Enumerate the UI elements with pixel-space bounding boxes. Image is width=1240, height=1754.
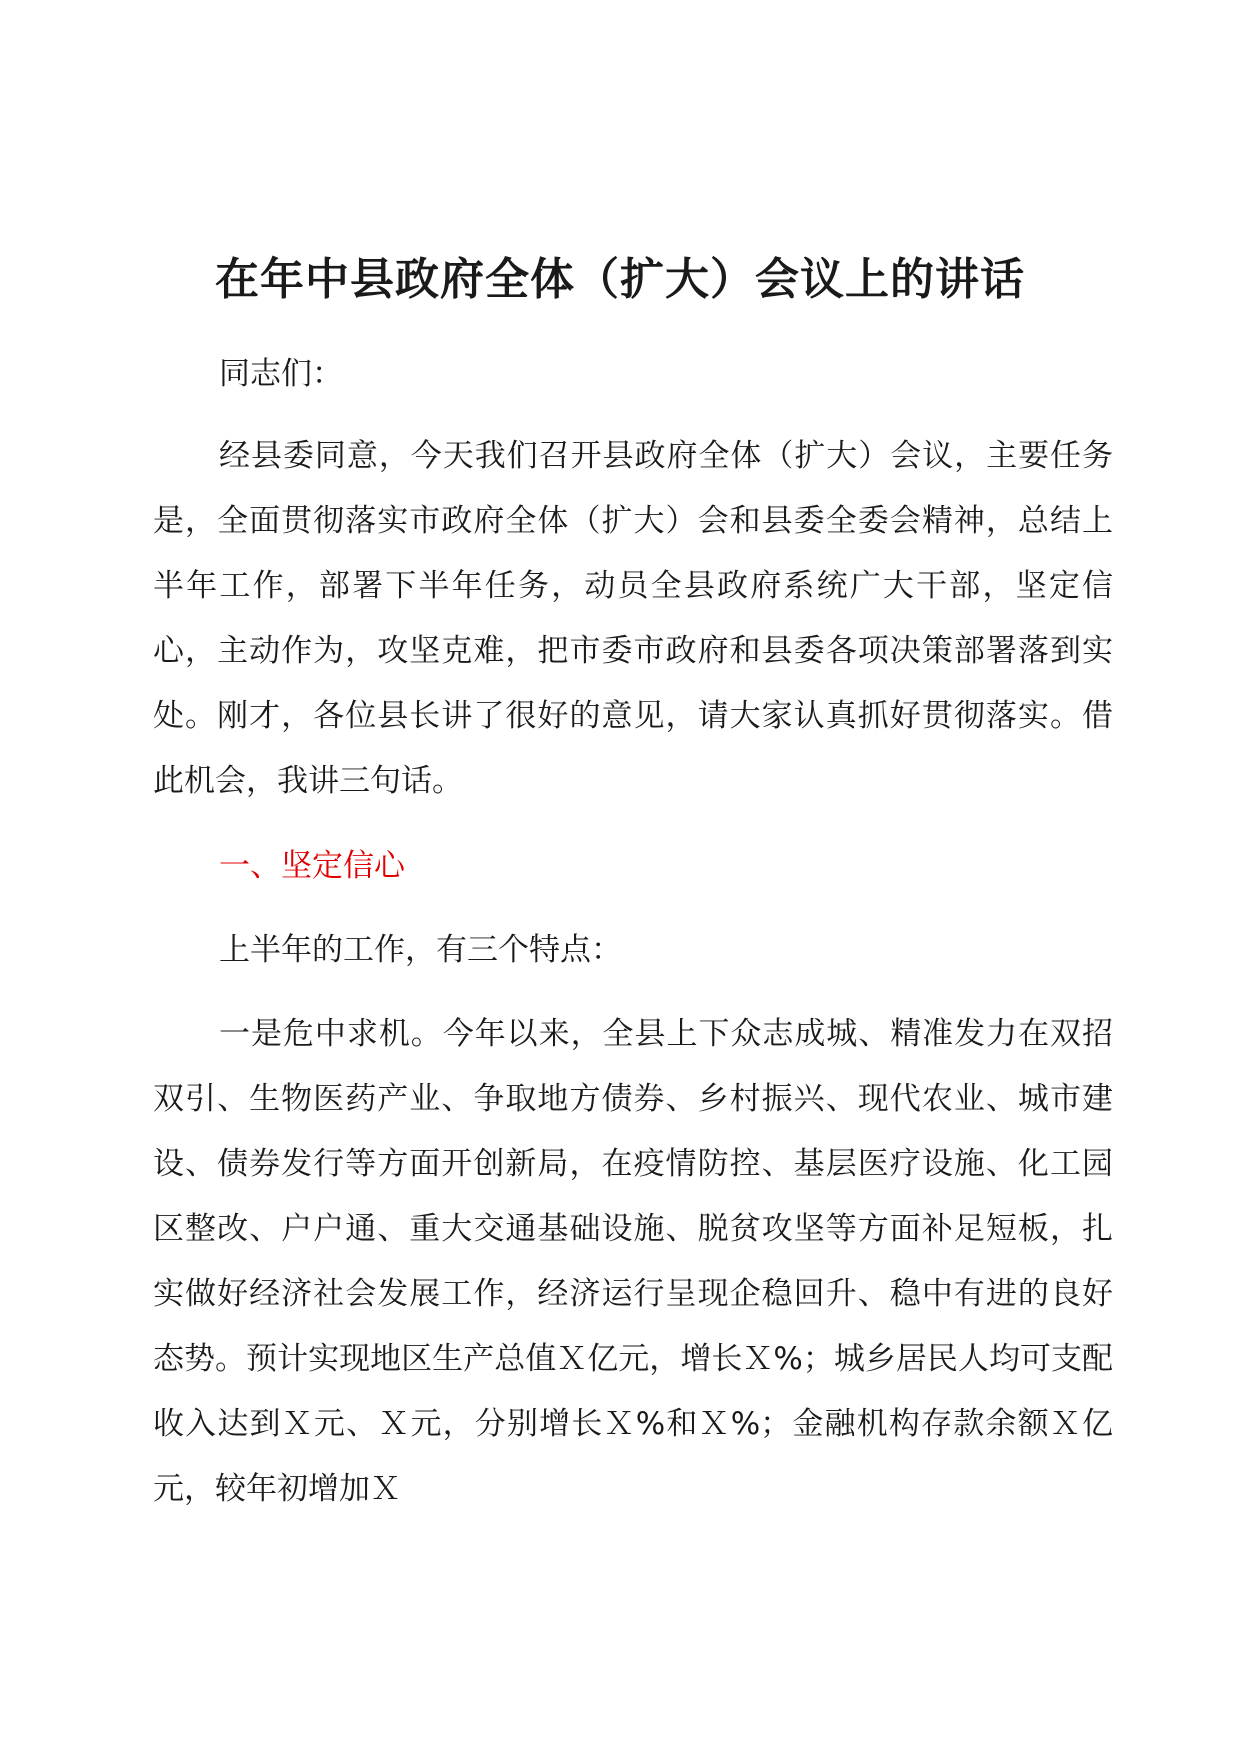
section-heading: 一、坚定信心	[219, 848, 405, 884]
paragraph-intro: 经县委同意，今天我们召开县政府全体（扩大）会议，主要任务是，全面贯彻落实市政府全体（扩大）会和县委全委会精神，总结上半年工作，部署下半年任务，动员全县政府系统广大干部，坚定信心，主动作为，攻坚克难，把市委市政府和县委各项决策部署落到实处。刚才，各位县长讲了很好的意见，请大家认真抓好贯彻落实。借此机会，我讲三句话。	[153, 438, 1113, 799]
paragraph-point-one: 一是危中求机。今年以来，全县上下众志成城、精准发力在双招双引、生物医药产业、争取地方债券、乡村振兴、现代农业、城市建设、债券发行等方面开创新局，在疫情防控、基层医疗设施、化工园区整改、户户通、重大交通基础设施、脱贫攻坚等方面补足短板，扎实做好经济社会发展工作，经济运行呈现企稳回升、稳中有进的良好态势。预计实现地区生产总值Ｘ亿元，增长Ｘ%；城乡居民人均可支配收入达到Ｘ元、Ｘ元，分别增长Ｘ%和Ｘ%；金融机构存款余额Ｘ亿元，较年初增加Ｘ	[153, 1016, 1113, 1507]
document-title: 在年中县政府全体（扩大）会议上的讲话	[215, 254, 1025, 305]
salutation: 同志们：	[219, 356, 343, 392]
paragraph-features: 上半年的工作，有三个特点：	[219, 932, 622, 968]
